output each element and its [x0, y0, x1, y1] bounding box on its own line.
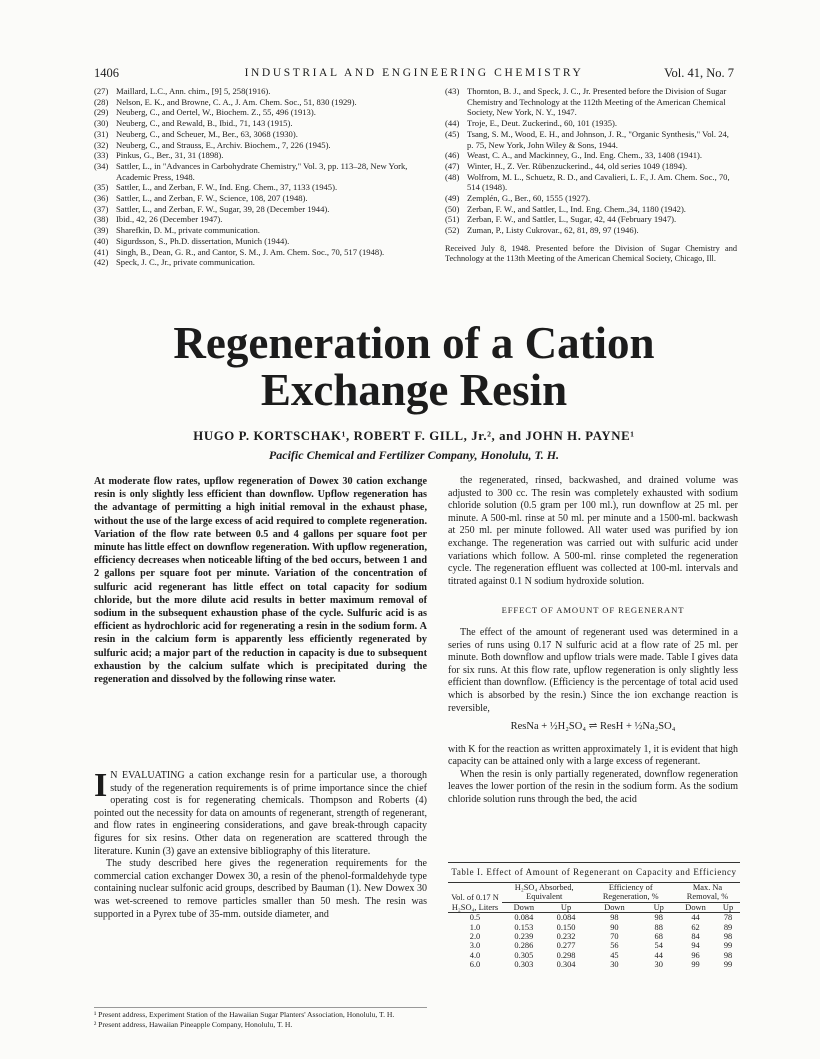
reference-text: Sattler, L., and Zerban, F. W., Ind. Eng. Chem., 37, 1133 (1945). — [116, 182, 338, 193]
references-right-column — [445, 86, 737, 265]
table-cell: 98 — [723, 932, 733, 942]
reference-item — [94, 225, 424, 236]
reference-text: Sattler, L., and Zerban, F. W., Sugar, 39, 28 (December 1944). — [116, 203, 330, 214]
table-cell: 2.0 — [469, 932, 481, 942]
reference-number: (41) — [94, 246, 109, 257]
reference-number: (51) — [445, 214, 460, 225]
reference-text: Singh, B., Dean, G. R., and Cantor, S. M., J. Am. Chem. Soc., 70, 517 (1948). — [116, 246, 385, 257]
table-row — [448, 923, 740, 932]
running-head — [94, 66, 734, 82]
subhead-down: Down — [586, 902, 642, 912]
table-row — [448, 960, 740, 969]
table-cell: 30 — [610, 960, 619, 970]
reference-item — [94, 97, 424, 108]
reference-text: Pinkus, G., Ber., 31, 31 (1898). — [116, 150, 224, 161]
reference-text: Winter, H., Z. Ver. Rübenzuckerind., 44, old series 1049 (1894). — [467, 160, 688, 171]
reference-number: (30) — [94, 118, 109, 129]
page-number: 1406 — [94, 66, 119, 80]
reference-number: (40) — [94, 235, 109, 246]
table-cell: 4.0 — [469, 950, 481, 960]
table-cell: 0.232 — [556, 932, 576, 942]
table-cell: 98 — [610, 913, 619, 923]
subhead-up: Up — [546, 902, 587, 912]
col-removal-header: Max. Na Removal, % — [675, 883, 740, 903]
table-cell: 99 — [723, 960, 733, 970]
table-cell: 62 — [691, 922, 700, 932]
table-cell: 78 — [723, 913, 733, 923]
reference-text: Weast, C. A., and Mackinney, G., Ind. Eng. Chem., 33, 1408 (1941). — [467, 150, 703, 161]
reference-text: Neuberg, C., and Strauss, E., Archiv. Biochem., 7, 226 (1945). — [116, 139, 331, 150]
reference-number: (29) — [94, 107, 109, 118]
body-paragraph-3: with K for the reaction as written approximately 1, it is evident that high capacity can be attained only with a large excess of regenerant. — [448, 743, 738, 768]
reference-text: Zemplén, G., Ber., 60, 1555 (1927). — [467, 193, 591, 204]
table-cell: 70 — [610, 932, 619, 942]
reference-number: (31) — [94, 128, 109, 139]
col-efficiency-header: Efficiency of Regeneration, % — [586, 883, 675, 903]
table-cell: 0.239 — [514, 932, 534, 942]
subhead-up: Up — [716, 902, 740, 912]
reference-item — [445, 86, 737, 118]
reference-item — [94, 257, 424, 268]
reference-item — [445, 193, 737, 204]
table-cell: 88 — [654, 922, 663, 932]
introduction — [94, 767, 427, 921]
table-cell: 94 — [691, 941, 700, 951]
journal-title: INDUSTRIAL AND ENGINEERING CHEMISTRY — [244, 67, 584, 79]
reference-number: (36) — [94, 193, 109, 204]
title-line-1: Regeneration of a Cation — [173, 318, 655, 368]
table-cell: 98 — [654, 913, 663, 923]
reference-number: (49) — [445, 193, 460, 204]
table-cell: 0.304 — [556, 960, 576, 970]
reference-text: Tsang, S. M., Wood, E. H., and Johnson, J. R., "Organic Synthesis," Vol. 24, p. 75, New York, John Wiley & Sons, 1944. — [467, 128, 729, 150]
reference-item — [94, 236, 424, 247]
body-paragraph-1: the regenerated, rinsed, backwashed, and drained volume was adjusted to 300 cc. The resin was completely exhausted with sodium chloride solution (0.5 gram per 100 ml.), run downflow at 25 ml. per minute. A 500-ml. rinse at 50 ml. per minute and a 1500-ml. backwash at 250 ml. per minute followed. All water used was purified by ion exchange. The regeneration was carried out with sulfuric acid under variations which follow. A 500-ml. rinse completed the regeneration cycle. The regeneration effluent was collected at 100-ml. intervals and titrated against 0.1 N sodium hydroxide solution. — [448, 475, 738, 587]
reference-item — [445, 150, 737, 161]
reference-number: (28) — [94, 96, 109, 107]
table-cell: 0.305 — [514, 950, 534, 960]
col-volume-header: Vol. of 0.17 N H₂SO₄, Liters — [448, 883, 502, 913]
reference-item — [94, 247, 424, 258]
reference-number: (48) — [445, 171, 460, 182]
reference-number: (52) — [445, 225, 460, 236]
table-row — [448, 932, 740, 941]
reference-text: Zerban, F. W., and Sattler, L., Sugar, 42, 44 (February 1947). — [467, 214, 677, 225]
table-cell: 90 — [610, 922, 619, 932]
table-cell: 0.277 — [556, 941, 576, 951]
intro-paragraph-1: I N EVALUATING a cation exchange resin for a particular use, a thorough study of the regeneration requirements is of prime importance since the chief operating cost is for regenerating chemicals. Thompson and Roberts (4) pointed out the necessity for data on amounts of regenerant, strength of regenerant, and flow rates in engineering considerations, and gave break-through capacity figures for six resins. Other data on regeneration are scattered through the literature. Kunin (3) gave an extensive bibliography of this literature. — [94, 767, 427, 857]
table-cell: 0.303 — [514, 960, 534, 970]
reference-number: (35) — [94, 182, 109, 193]
table-cell: 54 — [654, 941, 663, 951]
intro-paragraph-2: The study described here gives the regeneration requirements for the commercial cation exchanger Dowex 30, a resin of the phenol-formaldehyde type containing nuclear sulfonic acid groups, described by Bauman (1). New Dowex 30 was wet-screened to remove particles smaller than 50 mesh. The resin was supported in a Pyrex tube of 35-mm. outside diameter, and — [94, 858, 427, 920]
table-cell: 30 — [654, 960, 663, 970]
table-cell: 99 — [723, 941, 733, 951]
reference-item — [94, 193, 424, 204]
table-cell: 44 — [654, 950, 663, 960]
table-cell: 3.0 — [469, 941, 481, 951]
table-cell: 56 — [610, 941, 619, 951]
reference-item — [94, 107, 424, 118]
affiliation: Pacific Chemical and Fertilizer Company, Honolulu, T. H. — [268, 448, 560, 462]
reference-item — [445, 204, 737, 215]
table-row — [448, 941, 740, 950]
table-cell: 0.153 — [514, 922, 534, 932]
reference-number: (42) — [94, 257, 109, 268]
table-cell: 98 — [723, 950, 733, 960]
reference-number: (44) — [445, 118, 460, 129]
table-1 — [448, 862, 740, 970]
table-row — [448, 951, 740, 960]
reference-item — [94, 214, 424, 225]
reference-number: (27) — [94, 86, 109, 96]
reference-text: Maillard, L.C., Ann. chim., [9] 5, 258(1916). — [116, 86, 271, 96]
reference-number: (38) — [94, 214, 109, 225]
reference-text: Nelson, E. K., and Browne, C. A., J. Am. Chem. Soc., 51, 830 (1929). — [116, 96, 357, 107]
reference-text: Thornton, B. J., and Speck, J. C., Jr. Presented before the Division of Sugar Chemistry and Technology at the 112th Meeting of the American Chemical Society, New York, N. Y., 1947. — [467, 86, 727, 118]
reference-number: (39) — [94, 225, 109, 236]
data-table — [448, 882, 740, 970]
reference-number: (32) — [94, 139, 109, 150]
table-cell: 0.150 — [556, 922, 576, 932]
reference-item — [445, 214, 737, 225]
subhead-up: Up — [642, 902, 675, 912]
reaction-equation: ResNa + ½H₂SO₄ ⇌ ResH + ½Na₂SO₄ — [510, 721, 676, 733]
table-row — [448, 913, 740, 923]
reference-number: (46) — [445, 150, 460, 161]
drop-cap: I — [94, 767, 108, 804]
reference-text: Sigurdsson, S., Ph.D. dissertation, Munich (1944). — [116, 235, 290, 246]
references-left-column — [94, 86, 424, 268]
table-cell: 45 — [610, 950, 619, 960]
reference-number: (37) — [94, 203, 109, 214]
reference-number: (50) — [445, 203, 460, 214]
body-right-column — [448, 475, 738, 807]
col-absorbed-header: H₂SO₄ Absorbed, Equivalent — [502, 883, 586, 903]
reference-text: Zerban, F. W., and Sattler, L., Ind. Eng. Chem.,34, 1180 (1942). — [467, 203, 686, 214]
subhead-down: Down — [502, 902, 546, 912]
table-cell: 0.286 — [514, 941, 534, 951]
reference-item — [94, 204, 424, 215]
reference-item — [445, 225, 737, 236]
reference-number: (47) — [445, 160, 460, 171]
abstract: At moderate flow rates, upflow regeneration of Dowex 30 cation exchange resin is only slightly less efficient than downflow. Upflow regeneration has the advantage of permitting a high initial removal in the exhaust phase, without the use of the large excess of acid required to complete regeneration. Variation of the flow rate between 0.5 and 4 gallons per square foot per minute has little effect on downflow regeneration. With upflow regeneration, efficiency decreases when noticeable lifting of the bed occurs, between 1 and 2 gallons per square foot per minute. Variation of the concentration of sulfuric acid regenerant has little effect on total capacity for sodium chloride, but the more dilute acid results in better maximum removal of sodium in the subsequent exhaustion phase of the cycle. Sulfuric acid is as efficient as hydrochloric acid for regenerating a resin in the sodium form. A resin in the calcium form is apparently less efficiently regenerated by sulfuric acid; a major part of the reduction in capacity is due to subsequent exhaustion by the calcium sulfate which is precipitated during the regeneration and dissolved by the following rinse water. — [94, 476, 427, 686]
title-line-2: Exchange Resin — [260, 365, 568, 415]
reference-number: (34) — [94, 160, 109, 171]
subhead-down: Down — [675, 902, 716, 912]
table-cell: 68 — [654, 932, 663, 942]
reference-text: Speck, J. C., Jr., private communication. — [116, 257, 255, 268]
reference-text: Neuberg, C., and Rewald, B., Ibid., 71, 143 (1915). — [116, 118, 293, 129]
reference-item — [94, 140, 424, 151]
reference-number: (33) — [94, 150, 109, 161]
reference-text: Neuberg, C., and Oertel, W., Biochem. Z., 55, 496 (1913). — [116, 107, 316, 118]
body-paragraph-4: When the resin is only partially regenerated, downflow regeneration leaves the lower portion of the resin in the sodium form. As the sodium chloride solution runs through the bed, the acid — [448, 768, 738, 806]
reference-item — [94, 182, 424, 193]
table-cell: 84 — [691, 932, 700, 942]
section-heading: EFFECT OF AMOUNT OF REGENERANT — [501, 605, 685, 616]
reference-item — [445, 118, 737, 129]
table-cell: 1.0 — [469, 922, 481, 932]
reference-text: Neuberg, C., and Scheuer, M., Ber., 63, 3068 (1930). — [116, 128, 298, 139]
volume-issue: Vol. 41, No. 7 — [664, 66, 734, 80]
reference-item — [445, 129, 737, 150]
reference-text: Sharefkin, D. M., private communication. — [116, 225, 260, 236]
reference-item — [94, 86, 424, 97]
table-cell: 96 — [691, 950, 700, 960]
table-caption: Table I. Effect of Amount of Regenerant on Capacity and Efficiency — [448, 862, 740, 878]
reference-item — [94, 129, 424, 140]
footnote-2: ² Present address, Hawaiian Pineapple Company, Honolulu, T. H. — [94, 1019, 293, 1029]
reference-text: Sattler, L., in "Advances in Carbohydrate Chemistry," Vol. 3, pp. 113–28, New York, Academic Press, 1948. — [116, 160, 408, 182]
reference-text: Sattler, L., and Zerban, F. W., Science, 108, 207 (1948). — [116, 193, 308, 204]
authors: HUGO P. KORTSCHAK¹, ROBERT F. GILL, Jr.², and JOHN H. PAYNE¹ — [193, 429, 635, 443]
reference-text: Ibid., 42, 26 (December 1947). — [116, 214, 223, 225]
reference-item — [94, 118, 424, 129]
received-note: Received July 8, 1948. Presented before the Division of Sugar Chemistry and Technology at the 113th Meeting of the American Chemical Society, Chicago, Ill. — [445, 243, 737, 264]
table-cell: 44 — [691, 913, 700, 923]
reference-item — [94, 161, 424, 182]
table-cell: 0.298 — [556, 950, 576, 960]
reference-item — [94, 150, 424, 161]
footnotes — [94, 1007, 427, 1029]
reference-text: Zuman, P., Listy Cukrovar., 62, 81, 89, 97 (1946). — [467, 225, 639, 236]
reference-item — [445, 161, 737, 172]
table-cell: 0.5 — [469, 913, 481, 923]
reference-text: Troje, E., Deut. Zuckerind., 60, 101 (1935). — [467, 118, 618, 129]
table-cell: 0.084 — [556, 913, 576, 923]
table-cell: 6.0 — [469, 960, 481, 970]
reference-number: (43) — [445, 86, 460, 96]
table-cell: 99 — [691, 960, 700, 970]
reference-text: Wolfrom, M. L., Schuetz, R. D., and Cavalieri, L. F., J. Am. Chem. Soc., 70, 514 (1948). — [467, 171, 730, 193]
reference-number: (45) — [445, 128, 460, 139]
body-paragraph-2: The effect of the amount of regenerant used was determined in a series of runs using 0.17 N sulfuric acid at a flow rate of 25 ml. per minute. Both downflow and upflow trials were made. Table I gives data for six runs. At this flow rate, upflow regeneration is only slightly less efficient than downflow. (Efficiency is the percentage of total acid used which is absorbed by the resin.) Since the ion exchange reaction is reversible, — [448, 626, 738, 714]
table-cell: 0.084 — [514, 913, 534, 923]
article-title — [94, 320, 734, 414]
reference-item — [445, 172, 737, 193]
table-cell: 89 — [723, 922, 733, 932]
footnote-1: ¹ Present address, Experiment Station of the Hawaiian Sugar Planters' Association, Honolulu, T. H. — [94, 1010, 395, 1019]
